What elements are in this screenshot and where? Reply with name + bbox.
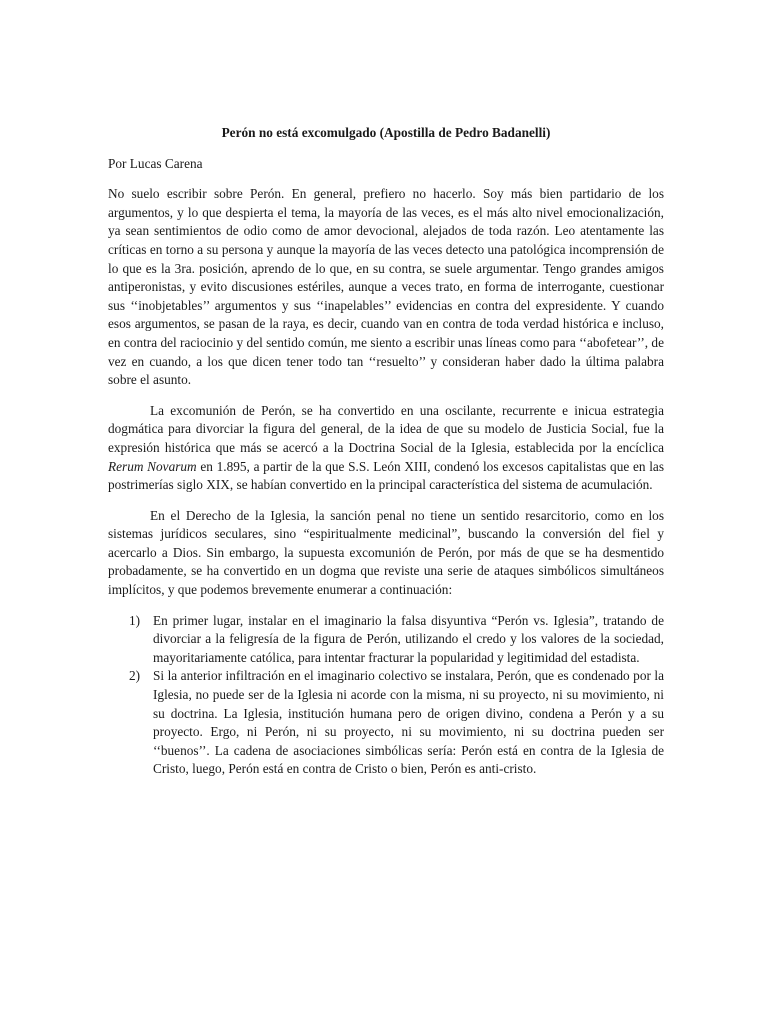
paragraph-3: En el Derecho de la Iglesia, la sanción penal no tiene un sentido resarcitorio, como en los sistemas jurídicos seculares, sino “espiritualmente medicinal”, buscando la conversión del fiel y acercarlo a Dios. Sin embargo, la supuesta excomunión de Perón, por más de que se ha desmentido probadamente, se ha convertido en un dogma que reviste una serie de ataques simbólicos simultáneos implícitos, y que podemos brevemente enumerar a continuación: (108, 507, 664, 598)
document-author: Por Lucas Carena (108, 155, 203, 171)
paragraph-2-text-end: en 1.895, a partir de la que S.S. León XIII, condenó los excesos capitalistas que en las postrimerías siglo XIX, se habían convertido en la principal característica del sistema de acumulación. (108, 458, 664, 493)
document-title: Perón no está excomulgado (Apostilla de Pedro Badanelli) (221, 125, 551, 140)
paragraph-1: No suelo escribir sobre Perón. En general, prefiero no hacerlo. Soy más bien partidario de los argumentos, y lo que despierta el tema, la mayoría de las veces, es el más alto nivel emocionalización, ya sean sentimientos de odio como de amor devocional, alejados de toda razón. Leo atentamente las críticas en torno a su persona y aunque la mayoría de las veces detecto una patológica incomprensión de lo que es la 3ra. posición, aprendo de lo que, en su contra, se suele argumentar. Tengo grandes amigos antiperonistas, y evito discusiones estériles, aunque a veces trato, en forma de interrogante, cuestionar sus ‘‘inobjetables’’ argumentos y sus ‘‘inapelables’’ evidencias en contra del expresidente. Y cuando esos argumentos, se pasan de la raya, es decir, cuando van en contra de toda verdad histórica e incluso, en contra del raciocinio y del sentido común, me siento a escribir unas líneas como para ‘‘abofetear’’, de vez en cuando, a los que dicen tener todo tan ‘‘resuelto’’ y consideran haber dado la última palabra sobre el asunto. (108, 186, 664, 388)
list-item (108, 667, 664, 779)
list-item-text: En primer lugar, instalar en el imaginario la falsa disyuntiva “Perón vs. Iglesia”, tratando de divorciar a la feligresía de la figura de Perón, utilizando el credo y los valores de la sociedad, mayoritariamente católica, para intentar fracturar la popularidad y legitimidad del estadista. (153, 612, 664, 665)
numbered-list (108, 612, 664, 779)
encyclical-title: Rerum Novarum (108, 458, 197, 474)
list-item-text: Si la anterior infiltración en el imaginario colectivo se instalara, Perón, que es condenado por la Iglesia, no puede ser de la Iglesia ni acorde con la misma, ni su proyecto, ni su movimiento, ni su doctrina. La Iglesia, institución humana pero de origen divino, condena a Perón y a su proyecto. Ergo, ni Perón, ni su proyecto, ni su movimiento, ni su doctrina pueden ser ‘‘buenos’’. La cadena de asociaciones simbólicas sería: Perón está en contra de la Iglesia de Cristo, luego, Perón está en contra de Cristo o bien, Perón es anti-cristo. (153, 668, 664, 777)
list-item (108, 612, 664, 668)
paragraph-2-text-start: La excomunión de Perón, se ha convertido en una oscilante, recurrente e inicua estrategia dogmática para divorciar la figura del general, de la idea de que su modelo de Justicia Social, fue la expresión histórica que más se acercó a la Doctrina Social de la Iglesia, establecida por la encíclica (108, 402, 664, 455)
document-page (108, 124, 664, 779)
paragraph-2 (108, 402, 664, 495)
list-item-number: 2) (129, 668, 141, 684)
list-item-number: 1) (129, 612, 141, 628)
